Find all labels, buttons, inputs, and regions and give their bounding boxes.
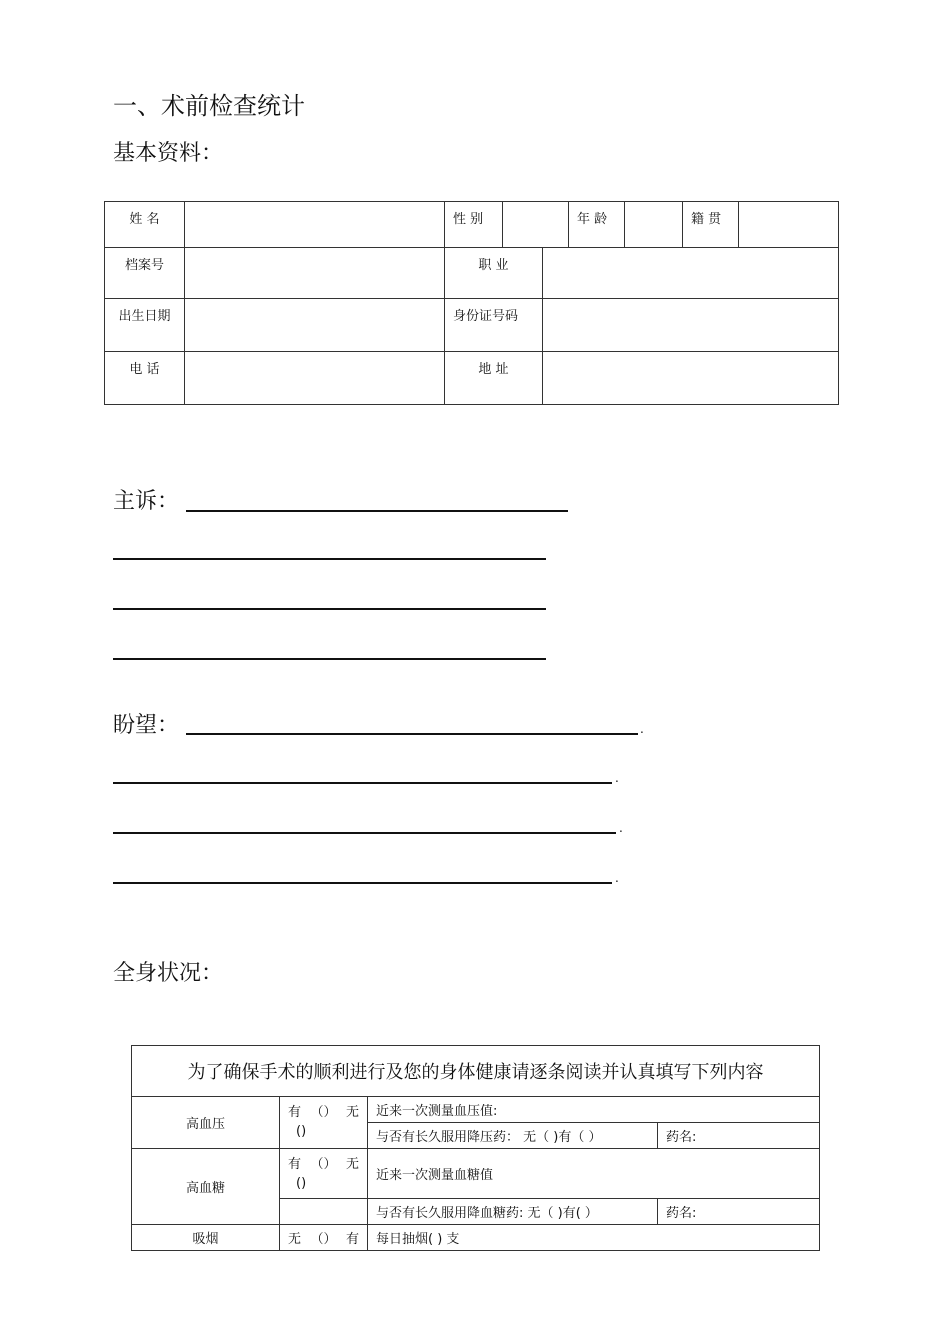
hypertension-med[interactable]: 与否有长久服用降压药： 无（ )有（ ） xyxy=(368,1123,658,1149)
general-condition-label: 全身状况： xyxy=(113,961,224,986)
basic-info-table xyxy=(104,201,839,405)
diabetes-recent[interactable]: 近来一次测量血糖值 xyxy=(368,1149,820,1199)
phone-label: 电 话 xyxy=(105,352,185,405)
expectation-dot-2: . xyxy=(615,771,619,785)
basic-info-title: 基本资料： xyxy=(113,141,224,166)
expectation-line-2[interactable] xyxy=(113,782,612,784)
occupation-label: 职 业 xyxy=(445,248,543,299)
hypertension-yes: 有 xyxy=(288,1105,302,1120)
smoking-label: 吸烟 xyxy=(132,1225,280,1251)
hypertension-recent[interactable]: 近来一次测量血压值: xyxy=(368,1097,820,1123)
hypertension-paren: （） xyxy=(310,1105,337,1120)
age-label: 年 龄 xyxy=(569,202,625,248)
smoking-yes: 有 xyxy=(345,1232,359,1247)
address-field[interactable] xyxy=(543,352,839,405)
file-no-label: 档案号 xyxy=(105,248,185,299)
health-table xyxy=(131,1045,820,1251)
gender-field[interactable] xyxy=(503,202,569,248)
page-heading: 一、术前检查统计 xyxy=(113,92,305,120)
diabetes-paren-2: () xyxy=(296,1176,307,1191)
expectation-line-4[interactable] xyxy=(113,882,612,884)
id-number-label: 身份证号码 xyxy=(445,299,543,352)
smoking-no: 无 xyxy=(288,1232,302,1247)
origin-field[interactable] xyxy=(739,202,839,248)
diabetes-drug[interactable]: 药名: xyxy=(658,1199,820,1225)
hypertension-yes-no[interactable] xyxy=(280,1097,368,1149)
complaint-line-1[interactable] xyxy=(186,510,568,512)
diabetes-paren: （） xyxy=(310,1157,337,1172)
diabetes-no: 无 xyxy=(345,1157,359,1172)
complaint-line-4[interactable] xyxy=(113,658,546,660)
origin-label: 籍 贯 xyxy=(683,202,739,248)
expectation-dot-1: . xyxy=(640,722,644,736)
diabetes-yes-no[interactable] xyxy=(280,1149,368,1199)
diabetes-yes: 有 xyxy=(288,1157,302,1172)
phone-field[interactable] xyxy=(185,352,445,405)
hypertension-no: 无 xyxy=(345,1105,359,1120)
birth-date-label: 出生日期 xyxy=(105,299,185,352)
complaint-line-3[interactable] xyxy=(113,608,546,610)
expectation-line-3[interactable] xyxy=(113,832,616,834)
hypertension-drug[interactable]: 药名: xyxy=(658,1123,820,1149)
name-label: 姓 名 xyxy=(105,202,185,248)
diabetes-med[interactable]: 与否有长久服用降血糖药: 无（ )有( ） xyxy=(368,1199,658,1225)
complaint-line-2[interactable] xyxy=(113,558,546,560)
smoking-daily[interactable]: 每日抽烟( ) 支 xyxy=(368,1225,820,1251)
expectation-dot-3: . xyxy=(619,821,623,835)
expectation-line-1[interactable] xyxy=(186,733,638,735)
address-label: 地 址 xyxy=(445,352,543,405)
expectation-label: 盼望： xyxy=(113,713,180,738)
diabetes-empty-cell[interactable] xyxy=(280,1199,368,1225)
expectation-dot-4: . xyxy=(615,871,619,885)
name-field[interactable] xyxy=(185,202,445,248)
file-no-field[interactable] xyxy=(185,248,445,299)
age-field[interactable] xyxy=(625,202,683,248)
smoking-paren: （） xyxy=(310,1232,337,1247)
hypertension-paren-2: () xyxy=(296,1124,307,1139)
health-table-title: 为了确保手术的顺利进行及您的身体健康请逐条阅读并认真填写下列内容 xyxy=(132,1046,820,1097)
birth-date-field[interactable] xyxy=(185,299,445,352)
diabetes-label: 高血糖 xyxy=(132,1149,280,1225)
id-number-field[interactable] xyxy=(543,299,839,352)
gender-label: 性 别 xyxy=(445,202,503,248)
smoking-yes-no[interactable] xyxy=(280,1225,368,1251)
hypertension-label: 高血压 xyxy=(132,1097,280,1149)
occupation-field[interactable] xyxy=(543,248,839,299)
complaint-label: 主诉： xyxy=(113,489,180,514)
